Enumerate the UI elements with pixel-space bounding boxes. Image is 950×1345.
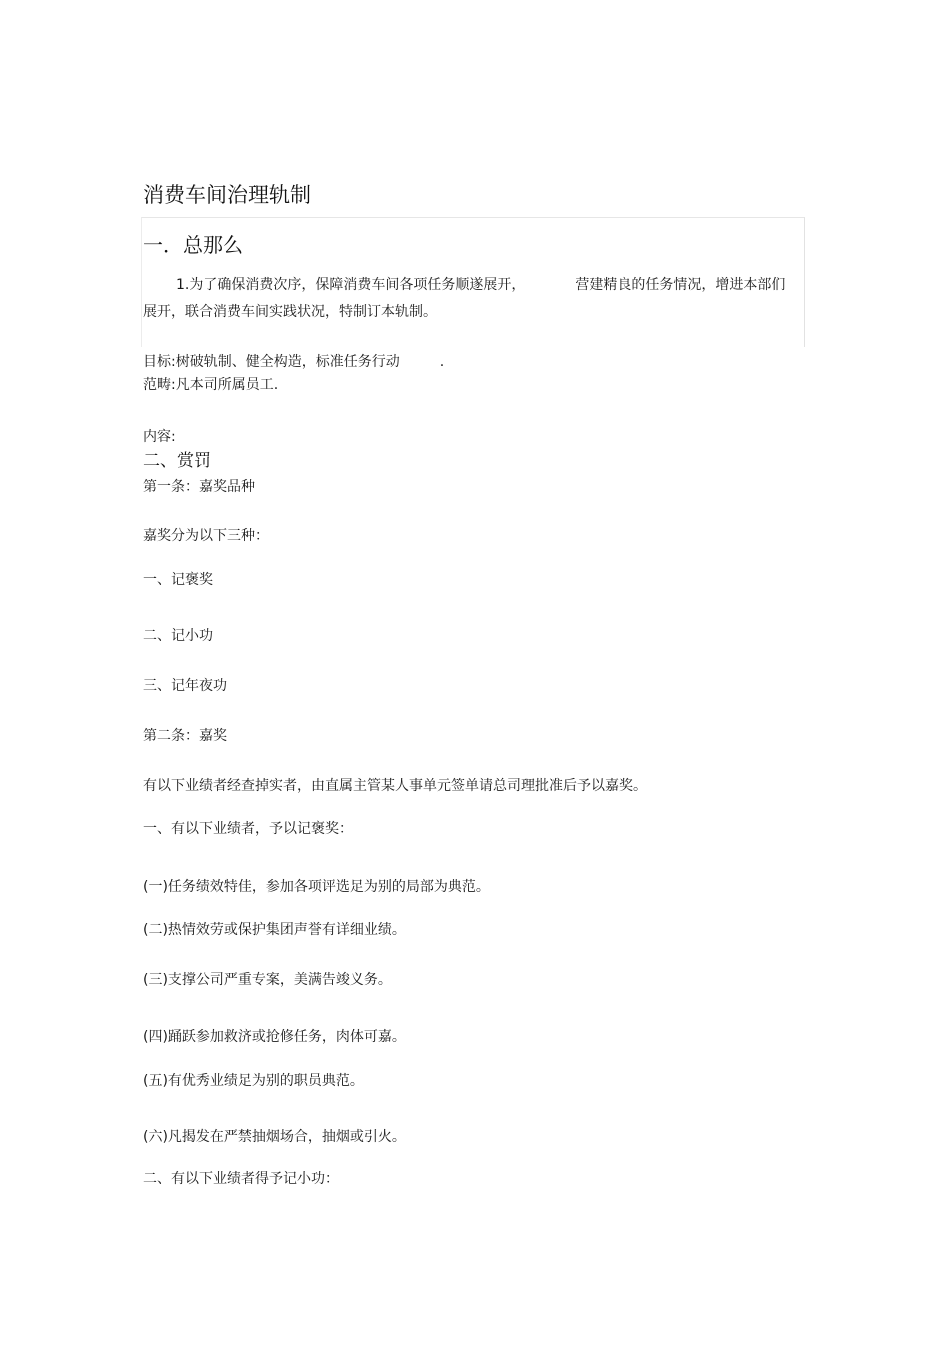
merit-heading: 二、有以下业绩者得予记小功： [143,1171,339,1187]
goal-line [143,352,444,372]
praise-heading: 一、有以下业绩者，予以记褒奖： [143,821,353,837]
section2-heading: 二、赏罚 [143,451,211,471]
scope-line: 范畴:凡本司所属员工. [143,377,279,393]
goal-text: 目标:树破轨制、健全构造，标准任务行动 [143,354,400,370]
document-title: 消费车间治理轨制 [143,183,311,207]
praise-item: (一)任务绩效特佳，参加各项评选足为别的局部为典范。 [143,879,490,895]
praise-item: (二)热情效劳或保护集团声誉有详细业绩。 [143,922,406,938]
award-type-1: 一、记褒奖 [143,572,213,588]
article2-intro: 有以下业绩者经查掉实者，由直属主管某人事单元签单请总司理批准后予以嘉奖。 [143,778,647,794]
praise-item: (六)凡揭发在严禁抽烟场合，抽烟或引火。 [143,1129,406,1145]
content-label: 内容: [143,429,176,445]
section1-heading: 一．总那么 [143,233,243,257]
paragraph-suffix: 营建精良的任务情况，增进本部们展开，联合消费车间实践状况，特制订本轨制。 [143,277,786,320]
award-type-2: 二、记小功 [143,628,213,644]
praise-item: (三)支撑公司严重专案，美满告竣义务。 [143,972,392,988]
article2-heading: 第二条：嘉奖 [143,728,227,744]
praise-item: (五)有优秀业绩足为别的职员典范。 [143,1073,364,1089]
paragraph-prefix: 1.为了确保消费次序，保障消费车间各项任务顺遂展开， [176,277,526,293]
goal-dot: . [439,354,445,370]
section1-paragraph [143,272,791,326]
award-type-3: 三、记年夜功 [143,678,227,694]
article1-heading: 第一条：嘉奖品种 [143,479,255,495]
award-intro: 嘉奖分为以下三种： [143,528,269,544]
praise-item: (四)踊跃参加救济或抢修任务，肉体可嘉。 [143,1029,406,1045]
